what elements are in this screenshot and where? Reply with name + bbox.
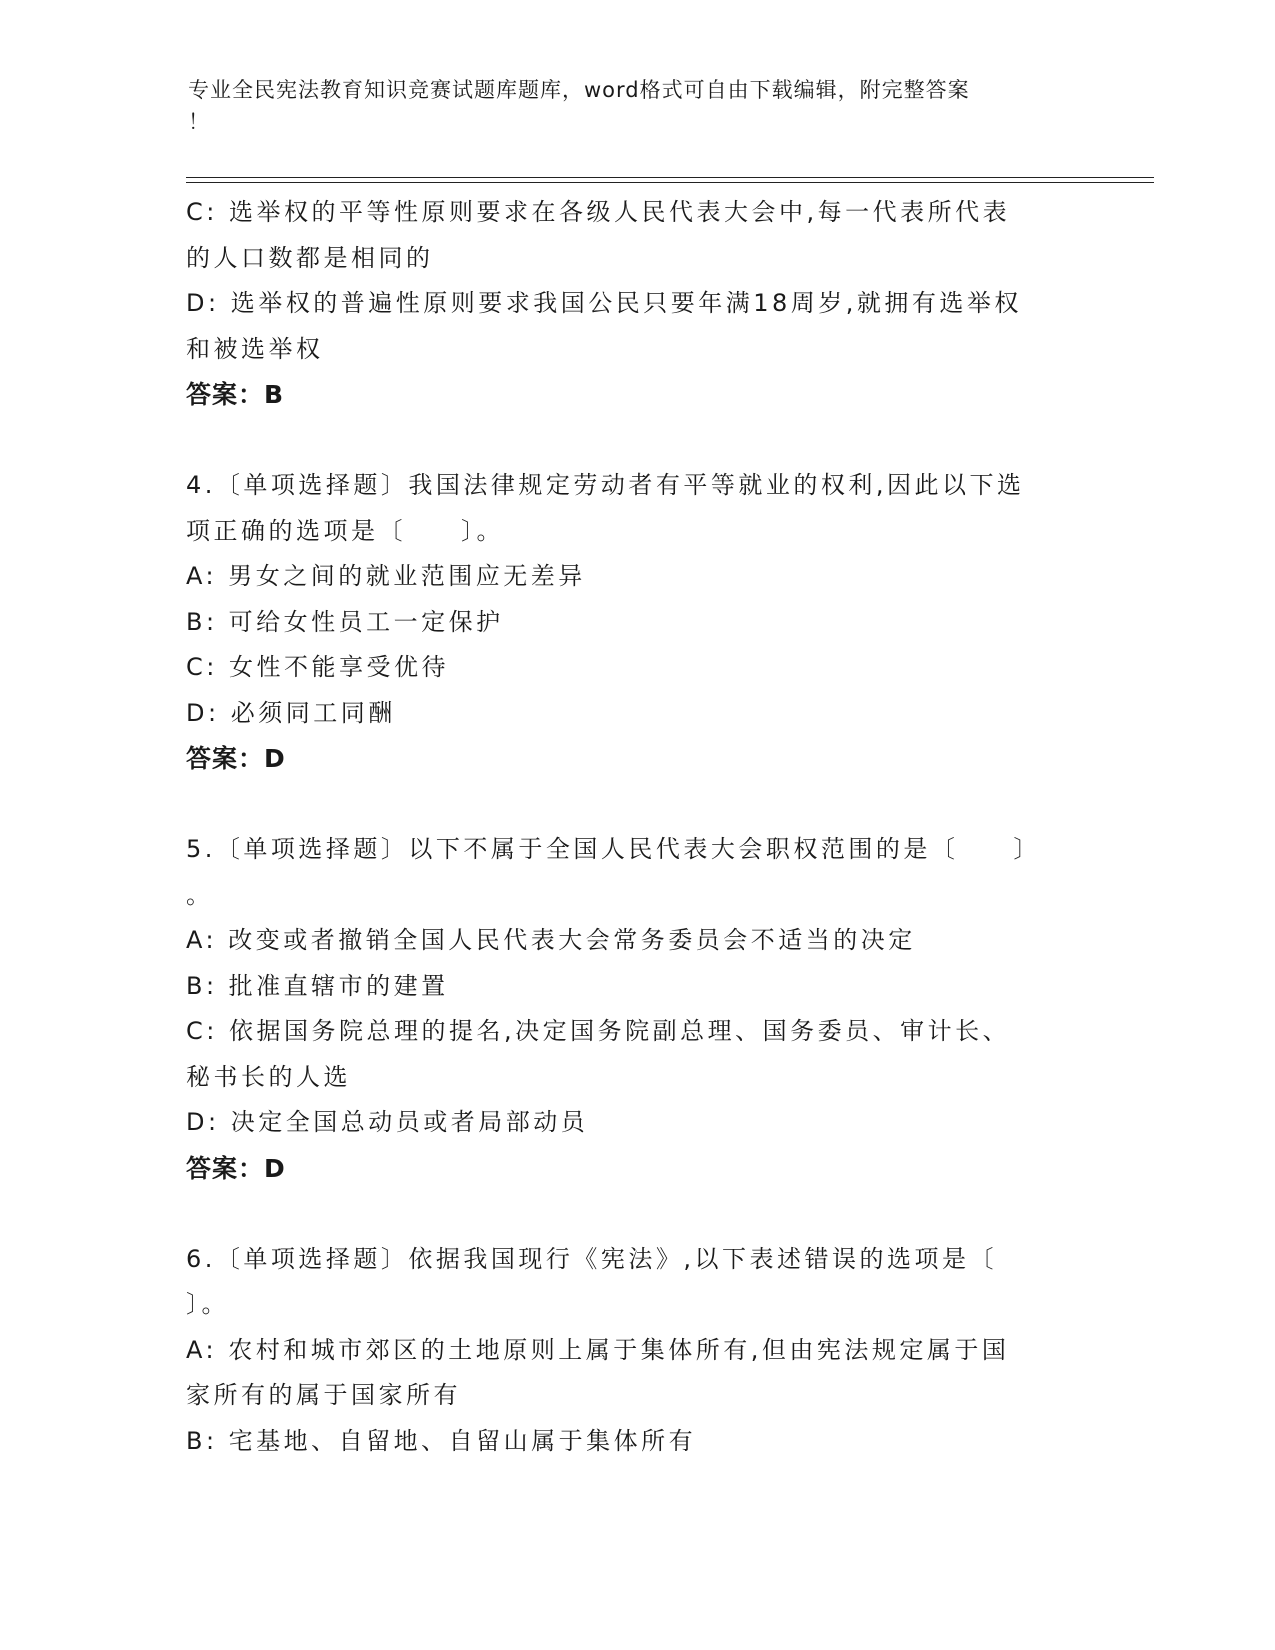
option-c-line-1: C: 依据国务院总理的提名,决定国务院副总理、国务委员、审计长、 xyxy=(186,1017,1011,1045)
spacer xyxy=(186,1191,1086,1237)
document-header xyxy=(188,74,1068,138)
option-a: A: 男女之间的就业范围应无差异 xyxy=(186,562,586,590)
answer: 答案：D xyxy=(186,744,286,773)
option-d-line-1: D: 选举权的普遍性原则要求我国公民只要年满18周岁,就拥有选举权 xyxy=(186,289,1022,317)
option-a-line-1: A: 农村和城市郊区的土地原则上属于集体所有,但由宪法规定属于国 xyxy=(186,1335,1010,1364)
document-body xyxy=(186,190,1086,1464)
option-d: D: 决定全国总动员或者局部动员 xyxy=(186,1108,589,1136)
option-c-line-1: C: 选举权的平等性原则要求在各级人民代表大会中,每一代表所代表 xyxy=(186,198,1011,226)
answer: 答案：D xyxy=(186,1153,286,1183)
question-stem-line-2: 项正确的选项是〔 〕。 xyxy=(186,516,504,545)
option-c: C: 女性不能享受优待 xyxy=(186,653,449,681)
header-divider-bottom xyxy=(186,182,1154,183)
option-c-line-2: 的人口数都是相同的 xyxy=(186,243,434,272)
question-stem-line-2: 。 xyxy=(186,880,214,909)
option-c-line-2: 秘书长的人选 xyxy=(186,1062,351,1091)
question-stem-line-1: 4.〔单项选择题〕我国法律规定劳动者有平等就业的权利,因此以下选 xyxy=(186,471,1025,499)
option-a: A: 改变或者撤销全国人民代表大会常务委员会不适当的决定 xyxy=(186,926,916,954)
option-b: B: 可给女性员工一定保护 xyxy=(186,607,504,636)
question-4 xyxy=(186,463,1086,782)
option-d: D: 必须同工同酬 xyxy=(186,698,396,727)
spacer xyxy=(186,782,1086,828)
question-5 xyxy=(186,827,1086,1191)
spacer xyxy=(186,418,1086,464)
question-stem-line-2: 〕。 xyxy=(186,1290,229,1318)
answer: 答案：B xyxy=(186,380,285,409)
option-b: B: 批准直辖市的建置 xyxy=(186,971,449,1000)
question-6 xyxy=(186,1237,1086,1465)
header-divider-top xyxy=(186,177,1154,178)
header-title-continuation: ！ xyxy=(188,110,210,134)
option-b: B: 宅基地、自留地、自留山属于集体所有 xyxy=(186,1426,697,1455)
question-stem-line-1: 5.〔单项选择题〕以下不属于全国人民代表大会职权范围的是〔 〕 xyxy=(186,835,1041,863)
header-title: 专业全民宪法教育知识竞赛试题库题库，word格式可自由下载编辑，附完整答案 xyxy=(188,78,970,102)
option-d-line-2: 和被选举权 xyxy=(186,334,324,363)
question-3-tail xyxy=(186,190,1086,418)
option-a-line-2: 家所有的属于国家所有 xyxy=(186,1381,461,1409)
question-stem-line-1: 6.〔单项选择题〕依据我国现行《宪法》,以下表述错误的选项是〔 xyxy=(186,1244,998,1273)
